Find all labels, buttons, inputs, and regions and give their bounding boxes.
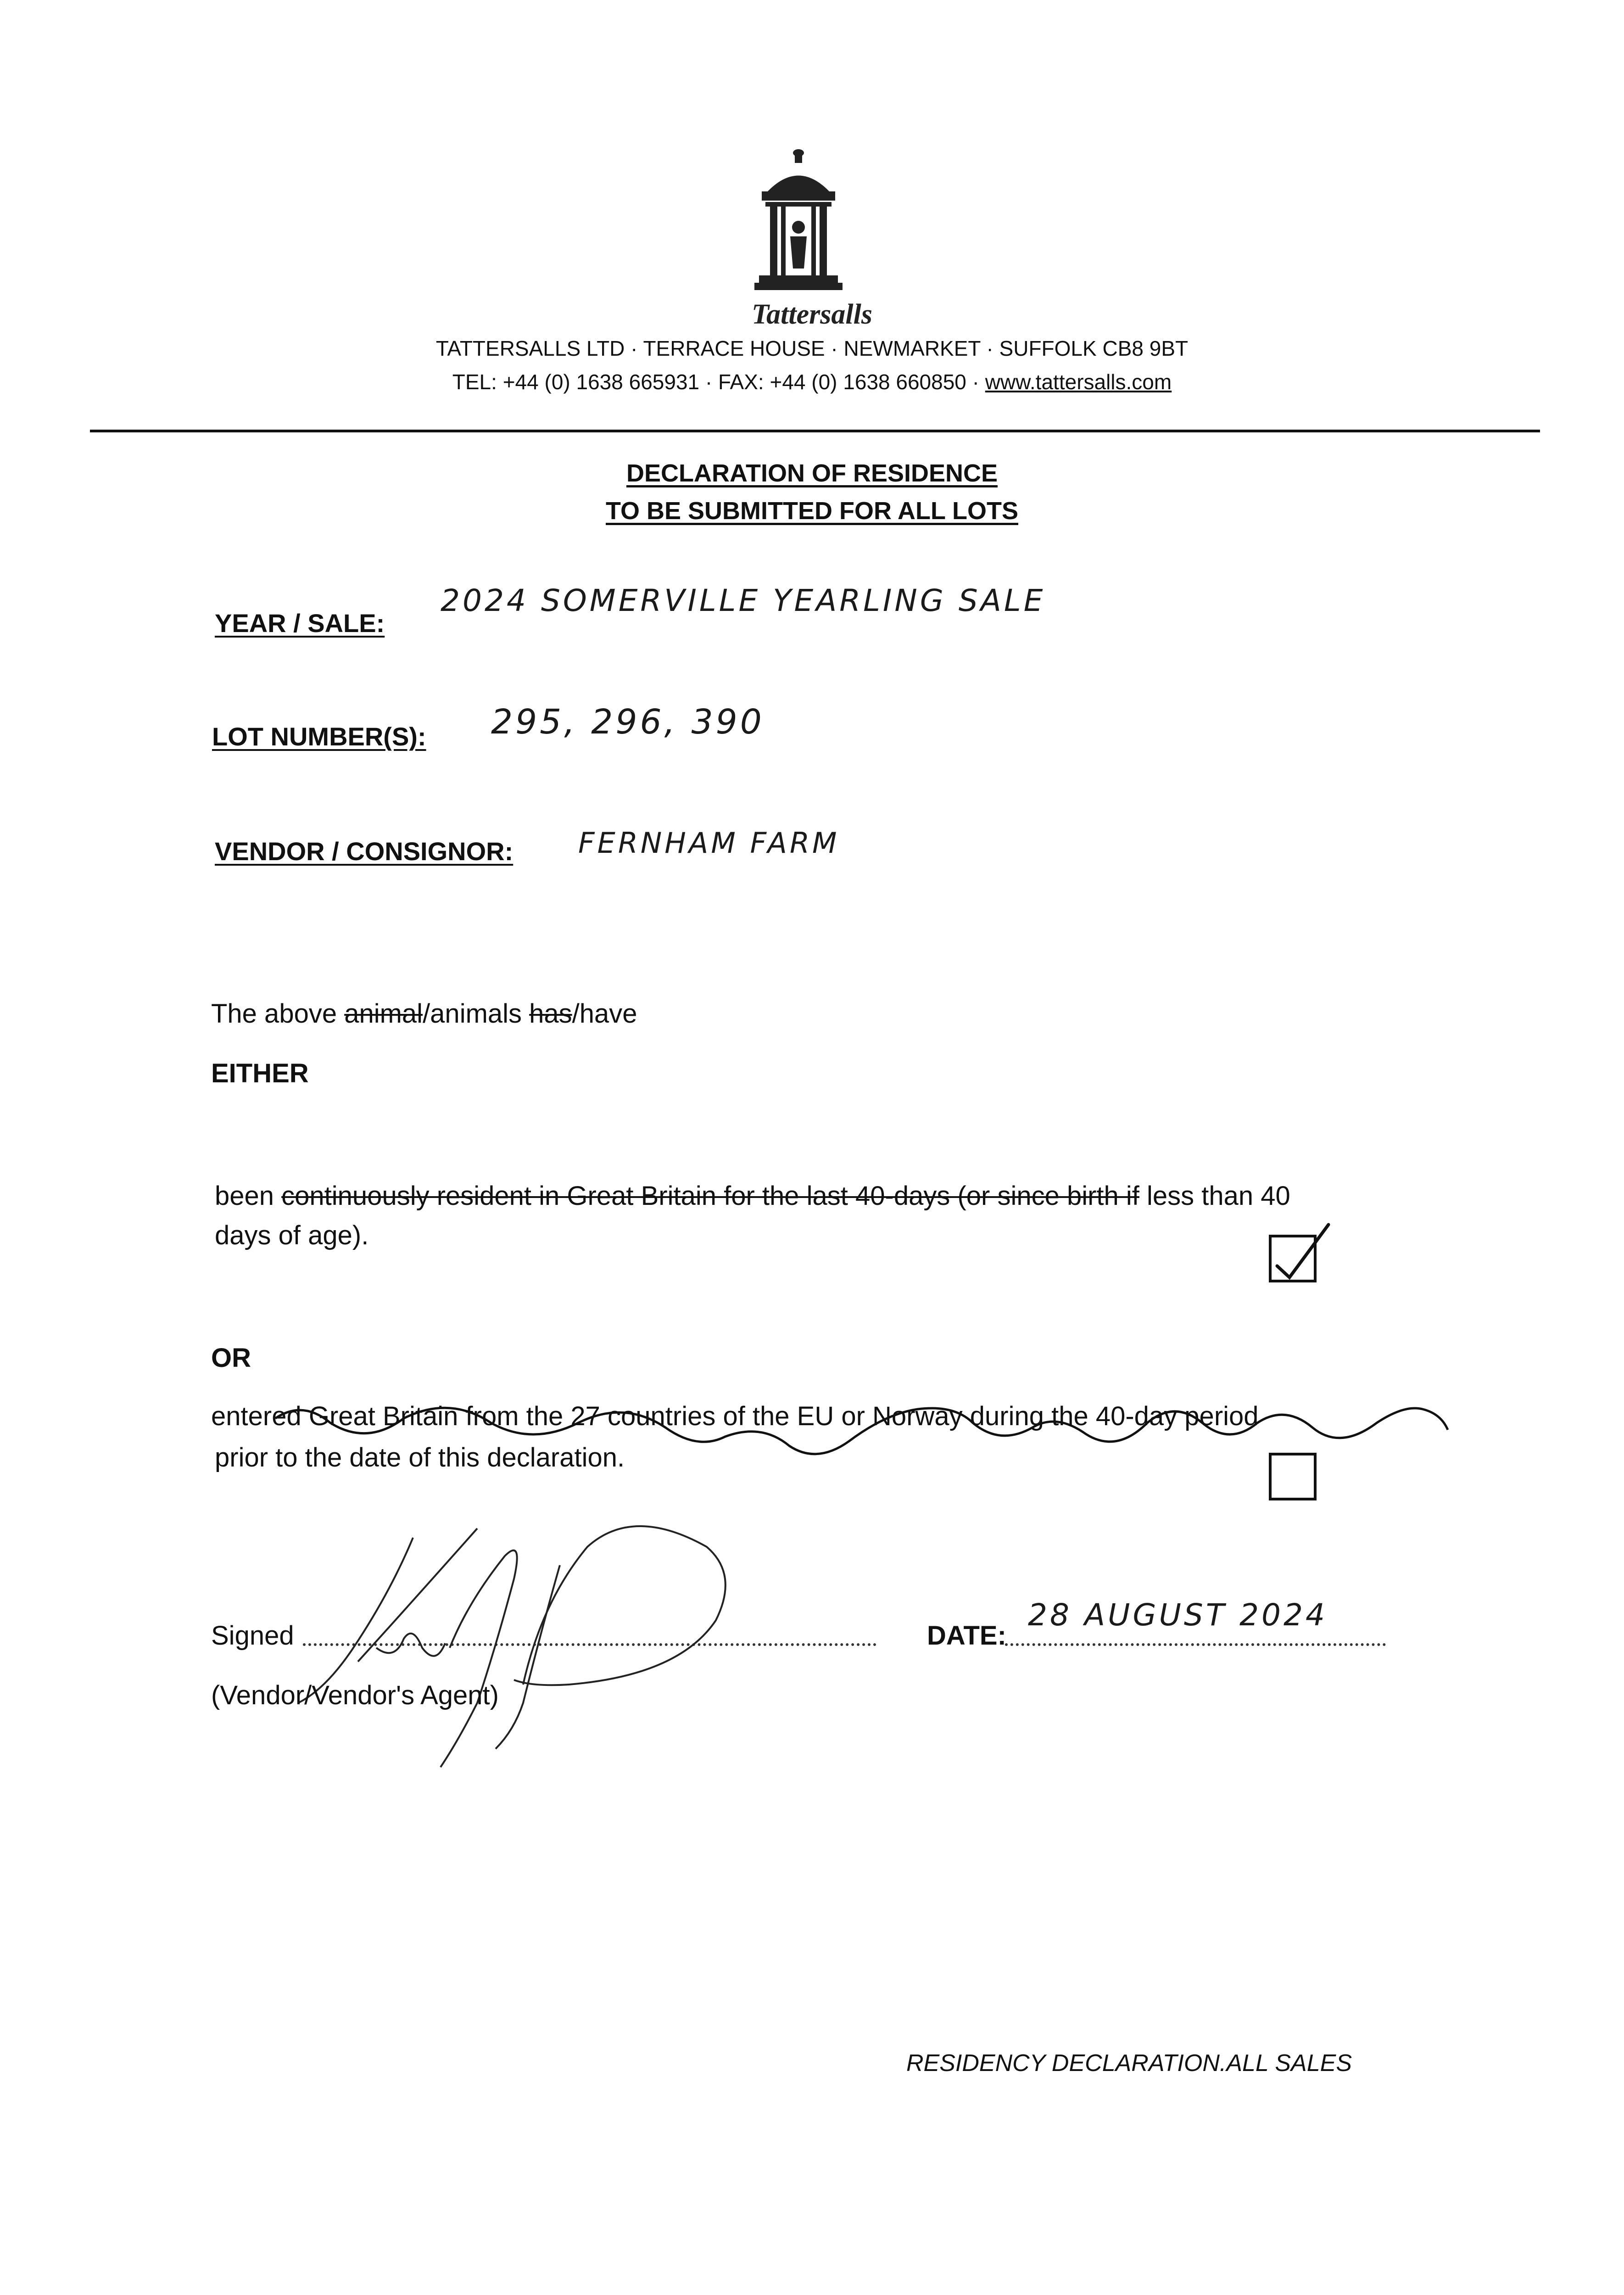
intro-struck-animal: animal [344,999,423,1029]
contact-line: TEL: +44 (0) 1638 665931 · FAX: +44 (0) 1638 660850 · [452,370,985,394]
intro-text-3: /have [572,999,637,1029]
tattersalls-logo [753,149,844,296]
company-address: TATTERSALLS LTD · TERRACE HOUSE · NEWMARKET · SUFFOLK CB8 9BT [435,336,1189,360]
option1-struck-text: continuously resident in Great Britain for the last 40-days (or since birth if [281,1181,1139,1211]
intro-text-1: The above [211,999,345,1029]
signed-label: Signed [211,1621,294,1651]
lot-numbers-label: LOT NUMBER(S): [212,722,426,751]
statement-intro [211,998,637,1029]
checkmark-icon [1269,1215,1342,1284]
date-line [1005,1643,1386,1646]
option2-line2: prior to the date of this declaration. [215,1443,625,1472]
year-sale-label: YEAR / SALE: [215,609,385,638]
date-label: DATE: [927,1621,1006,1651]
lot-numbers-value[interactable]: 295, 296, 390 [491,702,765,742]
option1-text-pre: been [215,1181,282,1211]
intro-struck-has: has [529,999,572,1029]
option2-line1: entered Great Britain from the 27 countries of the EU or Norway during the 40-day period [211,1401,1259,1431]
header-divider [90,430,1540,432]
date-value[interactable]: 28 AUGUST 2024 [1028,1597,1328,1633]
vendor-agent-label: (Vendor/Vendor's Agent) [211,1680,499,1710]
option1-line1 [215,1181,1290,1211]
option1-line2: days of age). [215,1220,369,1250]
handwritten-signature [285,1510,743,1795]
form-title-line1: DECLARATION OF RESIDENCE [626,459,998,487]
intro-text-2: /animals [423,999,530,1029]
either-label: EITHER [211,1058,309,1088]
footer-doc-ref: RESIDENCY DECLARATION.ALL SALES [906,2050,1352,2077]
brand-name: Tattersalls [752,299,872,330]
option2-checkbox[interactable] [1269,1453,1317,1500]
vendor-label: VENDOR / CONSIGNOR: [215,837,513,866]
company-contact [0,369,1624,394]
vendor-value[interactable]: FERNHAM FARM [578,826,840,860]
form-title-line2: TO BE SUBMITTED FOR ALL LOTS [606,497,1018,525]
option1-text-post: less than 40 [1139,1181,1290,1211]
or-label: OR [211,1343,251,1373]
website-link[interactable]: www.tattersalls.com [985,370,1172,394]
year-sale-value[interactable]: 2024 SOMERVILLE YEARLING SALE [441,583,1046,618]
option1-checkbox[interactable] [1269,1235,1317,1282]
